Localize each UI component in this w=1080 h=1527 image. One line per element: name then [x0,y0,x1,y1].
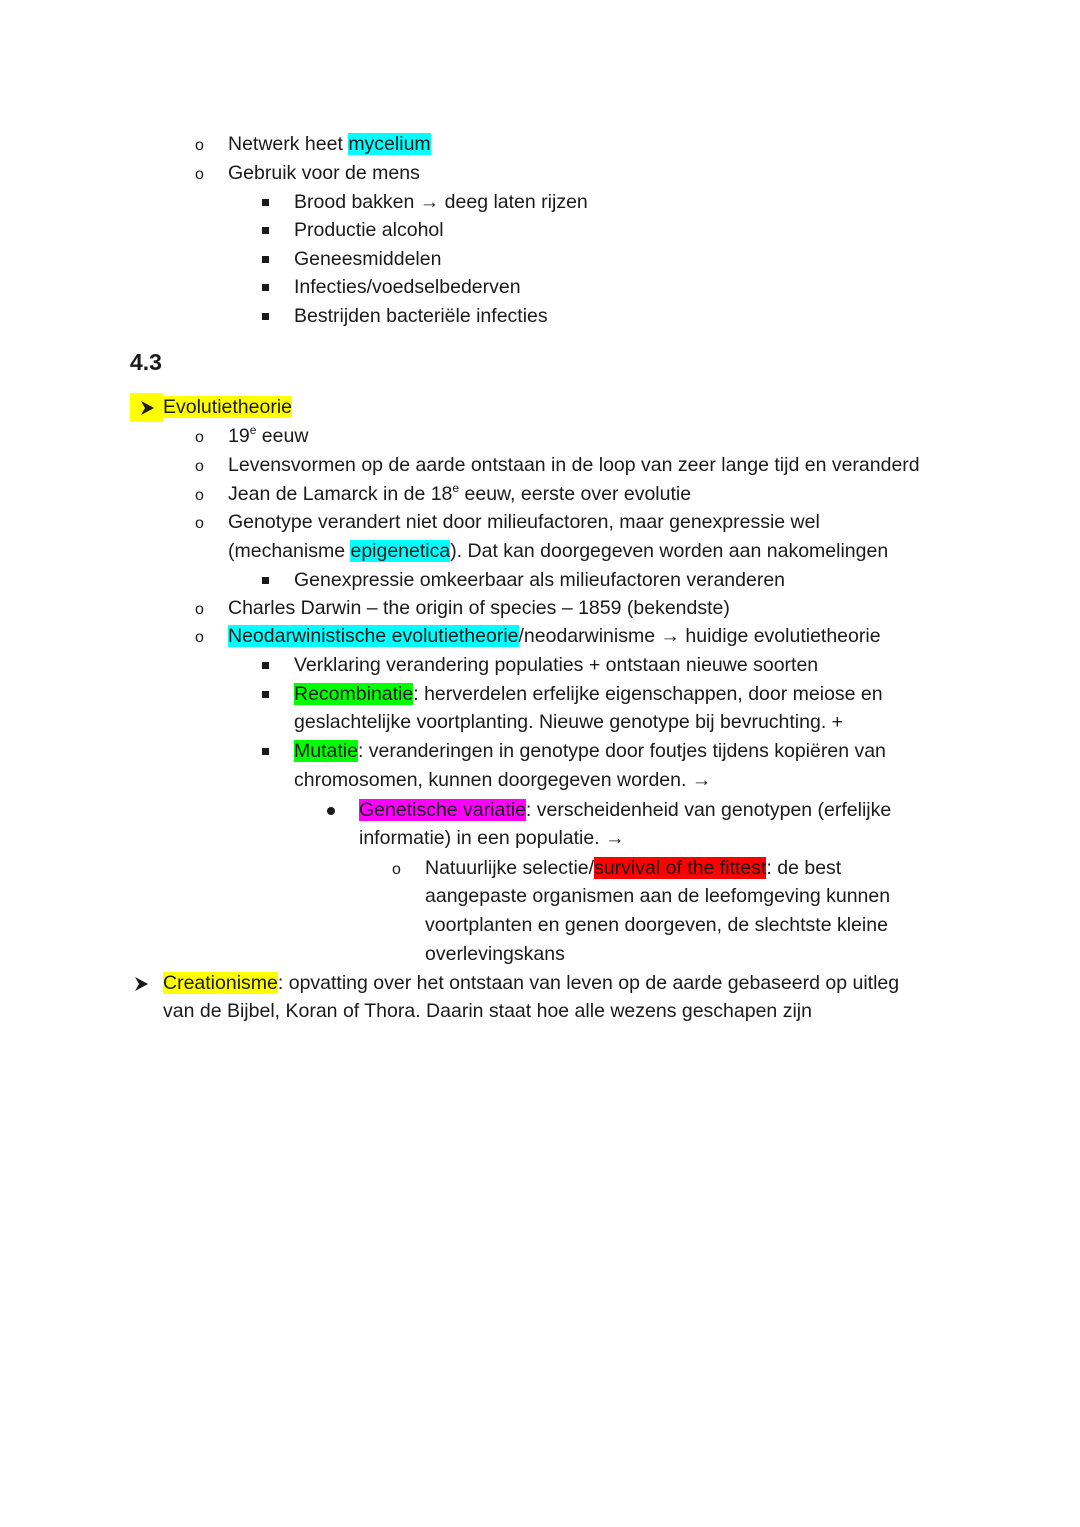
list-item-continued: aangepaste organismen aan de leefomgeving kunnen [425,885,891,907]
circle-bullet-icon: o [195,629,204,646]
list-item: Verklaring verandering populaties + ontstaan nieuwe soorten [294,654,819,676]
list-item-continued: voortplanten en genen doorgeven, de slechtste kleine [425,914,888,936]
topic-title [163,393,292,422]
section-heading: 4.3 [130,349,162,375]
highlight-recombinatie: Recombinatie [294,683,414,705]
square-bullet-icon [262,566,272,595]
text: Jean de Lamarck in de 18 [228,483,453,505]
list-item: Genexpressie omkeerbaar als milieufactoren veranderen [294,569,786,591]
arrow-bullet-icon [133,969,151,998]
text: : opvatting over het ontstaan van leven op de aarde gebaseerd op uitleg [277,972,900,994]
list-item-continued: chromosomen, kunnen doorgegeven worden. → [294,769,712,791]
highlight-evolutietheorie: Evolutietheorie [163,396,292,418]
highlight-survival-of-the-fittest: survival of the fittest [594,857,767,879]
list-item: Bestrijden bacteriële infecties [294,305,548,327]
superscript: e [249,423,257,437]
text: Natuurlijke selectie/ [425,857,595,879]
text: 19 [228,425,250,447]
list-item: Genotype verandert niet door milieufactoren, maar genexpressie wel [228,511,820,533]
highlight-creationisme: Creationisme [163,972,278,994]
circle-bullet-icon: o [195,429,204,446]
square-bullet-icon [262,245,272,274]
list-item [294,737,886,766]
list-item-continued [228,537,888,566]
square-bullet-icon [262,216,272,245]
list-item [294,680,883,709]
text: : herverdelen erfelijke eigenschappen, door meiose en [413,683,883,705]
topic-title [163,969,899,998]
circle-bullet-icon: o [195,487,204,504]
list-item [359,796,891,825]
square-bullet-icon [262,188,272,217]
text: ). Dat kan doorgegeven worden aan nakomelingen [450,540,889,562]
topic-title-continued: van de Bijbel, Koran of Thora. Daarin staat hoe alle wezens geschapen zijn [163,1000,812,1022]
square-bullet-icon [262,273,272,302]
list-item-continued: geslachtelijke voortplanting. Nieuwe genotype bij bevruchting. + [294,711,844,733]
circle-bullet-icon: o [195,458,204,475]
list-item-continued: informatie) in een populatie. → [359,827,625,849]
square-bullet-icon [262,302,272,331]
highlight-epigenetica: epigenetica [350,540,451,562]
list-item [228,622,881,651]
square-bullet-icon [262,680,272,709]
list-item: Geneesmiddelen [294,248,442,270]
circle-bullet-icon: o [195,515,204,532]
list-item [228,480,691,509]
text: eeuw [256,425,309,447]
list-item [228,130,431,159]
list-item [228,422,308,451]
text: : verscheidenheid van genotypen (erfelijke [525,799,892,821]
list-item: Brood bakken → deeg laten rijzen [294,191,588,213]
square-bullet-icon [262,651,272,680]
circle-bullet-icon: o [195,137,204,154]
square-bullet-icon [262,737,272,766]
circle-bullet-icon: o [195,601,204,618]
list-item: Gebruik voor de mens [228,162,420,184]
text: Netwerk heet [228,133,349,155]
list-item: Charles Darwin – the origin of species – 1859 (bekendste) [228,597,730,619]
text: /neodarwinisme → huidige evolutietheorie [518,625,881,647]
text: (mechanisme [228,540,351,562]
text: eeuw, eerste over evolutie [459,483,692,505]
highlight-neodarwinistische: Neodarwinistische evolutietheorie [228,625,519,647]
text: : de best [766,857,842,879]
list-item [425,854,841,883]
superscript: e [452,481,460,495]
highlight-genetische-variatie: Genetische variatie [359,799,526,821]
highlight-mutatie: Mutatie [294,740,358,762]
list-item: Infecties/voedselbederven [294,276,521,298]
dot-bullet-icon [327,796,337,825]
arrow-bullet-icon [130,393,163,422]
circle-bullet-icon: o [195,166,204,183]
list-item: Levensvormen op de aarde ontstaan in de loop van zeer lange tijd en veranderd [228,454,920,476]
list-item: Productie alcohol [294,219,444,241]
list-item-continued: overlevingskans [425,943,565,965]
highlight-mycelium: mycelium [348,133,431,155]
text: : veranderingen in genotype door foutjes tijdens kopiëren van [357,740,886,762]
circle-bullet-icon: o [392,861,401,878]
